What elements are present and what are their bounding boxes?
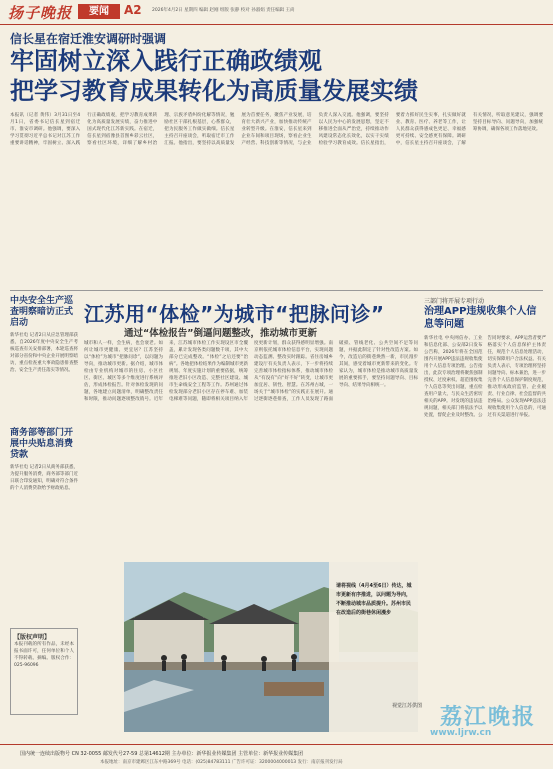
- copyright-box: [10, 628, 78, 715]
- left-story1-title: 中央安全生产巡查明察暗访正式启动: [10, 296, 74, 328]
- section-divider: [10, 290, 543, 291]
- watermark-logo: 荔江晚报: [440, 705, 537, 730]
- copyright-title: 【版权声明】: [14, 634, 51, 641]
- top-story-body: 本报讯（记者 黄伟）3月31日至4月1日，省委书记信长星到宿迁市、淮安市调研。他强调，要深入学习贯彻习近平总书记对江苏工作重要讲话精神，牢固树立、深入践行正确政绩观，把学习教育成果转化为高质量发展实绩，奋力推进中国式现代化江苏新实践。在宿迁，信长星到宿豫县首图乡彩云社区，察看社区环境，详细了解乡村治理、宗族矛盾纠纷化解等情况，勉励社区干部扎根基层，心系群众，把为民服务工作做实做细。信长星主持召开座谈会，听取宿迁市工作汇报。他指出，要坚持以高质量发展为首要任务，聚焦产业发展，培育壮大新兴产业，加快推动传统产业转型升级。在淮安，信长星来到企业车间和项目现场，察看企业生产经营、科技创新等情况，与企业负责人深入交流。他强调，要坚持以人民为中心的发展思想，坚定不移推进全面从严治党，持续推动作风建设常态化长效化，以实干实绩检验学习教育成效。信长星指出，要着力抓好民生实事，扎实做好就业、教育、医疗、养老等工作，让人民群众获得感成色更足、幸福感更可持续、安全感更有保障。调研中，信长星主持召开座谈会，了解有关情况，听取意见建议，强调要坚持目标导向、问题导向，加强统筹协调，确保各项工作落地见效。: [10, 113, 543, 146]
- main-article-body: 城市和人一样，会生病，也会衰老。如何让城市更健康、更宜居？江苏坚持以“体检”为城市“把脉问诊”，以问题为导向，推动城市更新。据介绍，城市体检由专业机构对城市的住房、小区社区、街区、城区等多个维度进行系统评估，形成体检报告。针对体检发现的问题，各地建立问题清单，明确整改责任和时限，推动问题逐项整改销号。近年来，江苏城市体检工作实现设区市全覆盖，累计发现各类问题数千项，其中大部分已完成整改。“体检”之后还要“治病”。各地把体检结果作为编制城市更新规划、年度实施计划的重要依据，统筹推进老旧小区改造、完整社区建设、城市生命线安全工程等工作。苏州通过体检发现部分老旧小区存在停车难、加装电梯难等问题，随即将相关项目纳入年度更新计划，群众获得感明显增强。南京则依托城市体检信息平台，实现问题动态监测、整改实时跟踪。省住房城乡建设厅有关负责人表示，下一步将持续完善城市体检指标体系，推动城市体检从“有没有”向“好不好”转变，让城市更加宜居、韧性、智慧。在苏州古城，一场关于“城市体检”的实践正在展开。通过逐街逐巷排查，工作人员发现了路面破损、管线老化、公共空间不足等问题，并据此制定了针对性改造方案。如今，改造后的街巷焕然一新，市民漫步其间，感受着城市更新带来的变化。专家认为，城市体检是推动城市高质量发展的重要抓手，要坚持问题导向、目标导向、结果导向相统一。: [84, 341, 418, 402]
- photo-caption: 请将视线（4月4至6日）传达，城市更新有序推进，以问题为导向，不断推动城市品质提升。苏州市民在改造后的街巷休闲漫步: [336, 583, 412, 616]
- main-article-headline: 江苏用“体检”为城市“把脉问诊”: [84, 302, 385, 326]
- left-story1-body: 新华社电 记者2日从应急管理部获悉，自2026年度中央安全生产考核巡查有关安排部署，本轮巡查将对部分省份和中央企业开展明察暗访，重点检查重大事故隐患排查整治、安全生产责任落实等情况。: [10, 333, 78, 373]
- left-column: [10, 296, 78, 741]
- footer-publication-info: 国内统一连续出版物号 CN 32-0055 邮发代号27-59 总第14612期 主办单位：新华报业传媒集团 主管单位：新华报业传媒集团: [20, 751, 304, 757]
- copyright-body: 本报刊载的所有作品，未经本报书面许可，任何单位和个人不得转载、摘编。版权合作：025-96096: [14, 642, 74, 668]
- top-story-headline-2: 把学习教育成果转化为高质量发展实绩: [10, 77, 418, 105]
- photo-credit: 视觉江苏供图: [392, 703, 423, 709]
- right-story-kicker: 三部门将开展专项行动: [424, 298, 485, 305]
- newspaper-logo: 扬子晚报: [8, 4, 73, 22]
- left-story2-body: 新华社电 记者2日从商务部获悉，为提升服务消费，商务部等部门近日联合印发通知，明确对符合条件的个人消费贷款给予财政贴息。: [10, 465, 78, 491]
- left-story2-title: 商务部等部门开展中央贴息消费贷款: [10, 428, 74, 460]
- page-number: A2: [124, 3, 142, 17]
- right-story-headline: 治理APP违规收集个人信息等问题: [424, 306, 537, 330]
- section-label: 要闻: [78, 4, 120, 19]
- main-article-subhead: 通过“体检报告”倒逼问题整改，推动城市更新: [124, 328, 317, 339]
- top-story-headline-1: 牢固树立深入践行正确政绩观: [10, 47, 322, 75]
- right-column: [424, 296, 546, 741]
- footer-contact-info: 本报地址：南京市建邺区江东中路369号 电话：(025)84783111 广告许可证：3200004000013 发行：南京报刊发行局: [100, 760, 343, 765]
- top-story-kicker: 信长星在宿迁淮安调研时强调: [10, 32, 167, 46]
- right-story-body: 新华社电 中央网信办、工业和信息化部、公安部2日发布公告称，2026年将在全国范围内开展APP违法违规收集使用个人信息专项治理。公告指出，此次专项治理将聚焦强制授权、过度索权、超范围收集个人信息等突出问题，重点检查用户量大、与民众生活密切相关的APP。对发现的违法违规问题，相关部门将依法予以处置，督促企业及时整改。公告同时要求，APP运营者要严格落实个人信息保护主体责任，规范个人信息处理活动，切实保障用户合法权益。有关负责人表示，专项治理将坚持问题导向、标本兼治，进一步完善个人信息保护制度规范，推动形成政府监管、企业履责、行业自律、社会监督的共治格局。公众发现APP违法违规收集使用个人信息的，可通过有关渠道进行举报。: [424, 336, 546, 418]
- watermark-url: www.ljrw.cn: [430, 728, 492, 738]
- masthead-info: 2026年4月2日 星期四 编辑 赵刚 组版 张静 校对 孙淑娟 责任编辑 王尚: [152, 8, 295, 13]
